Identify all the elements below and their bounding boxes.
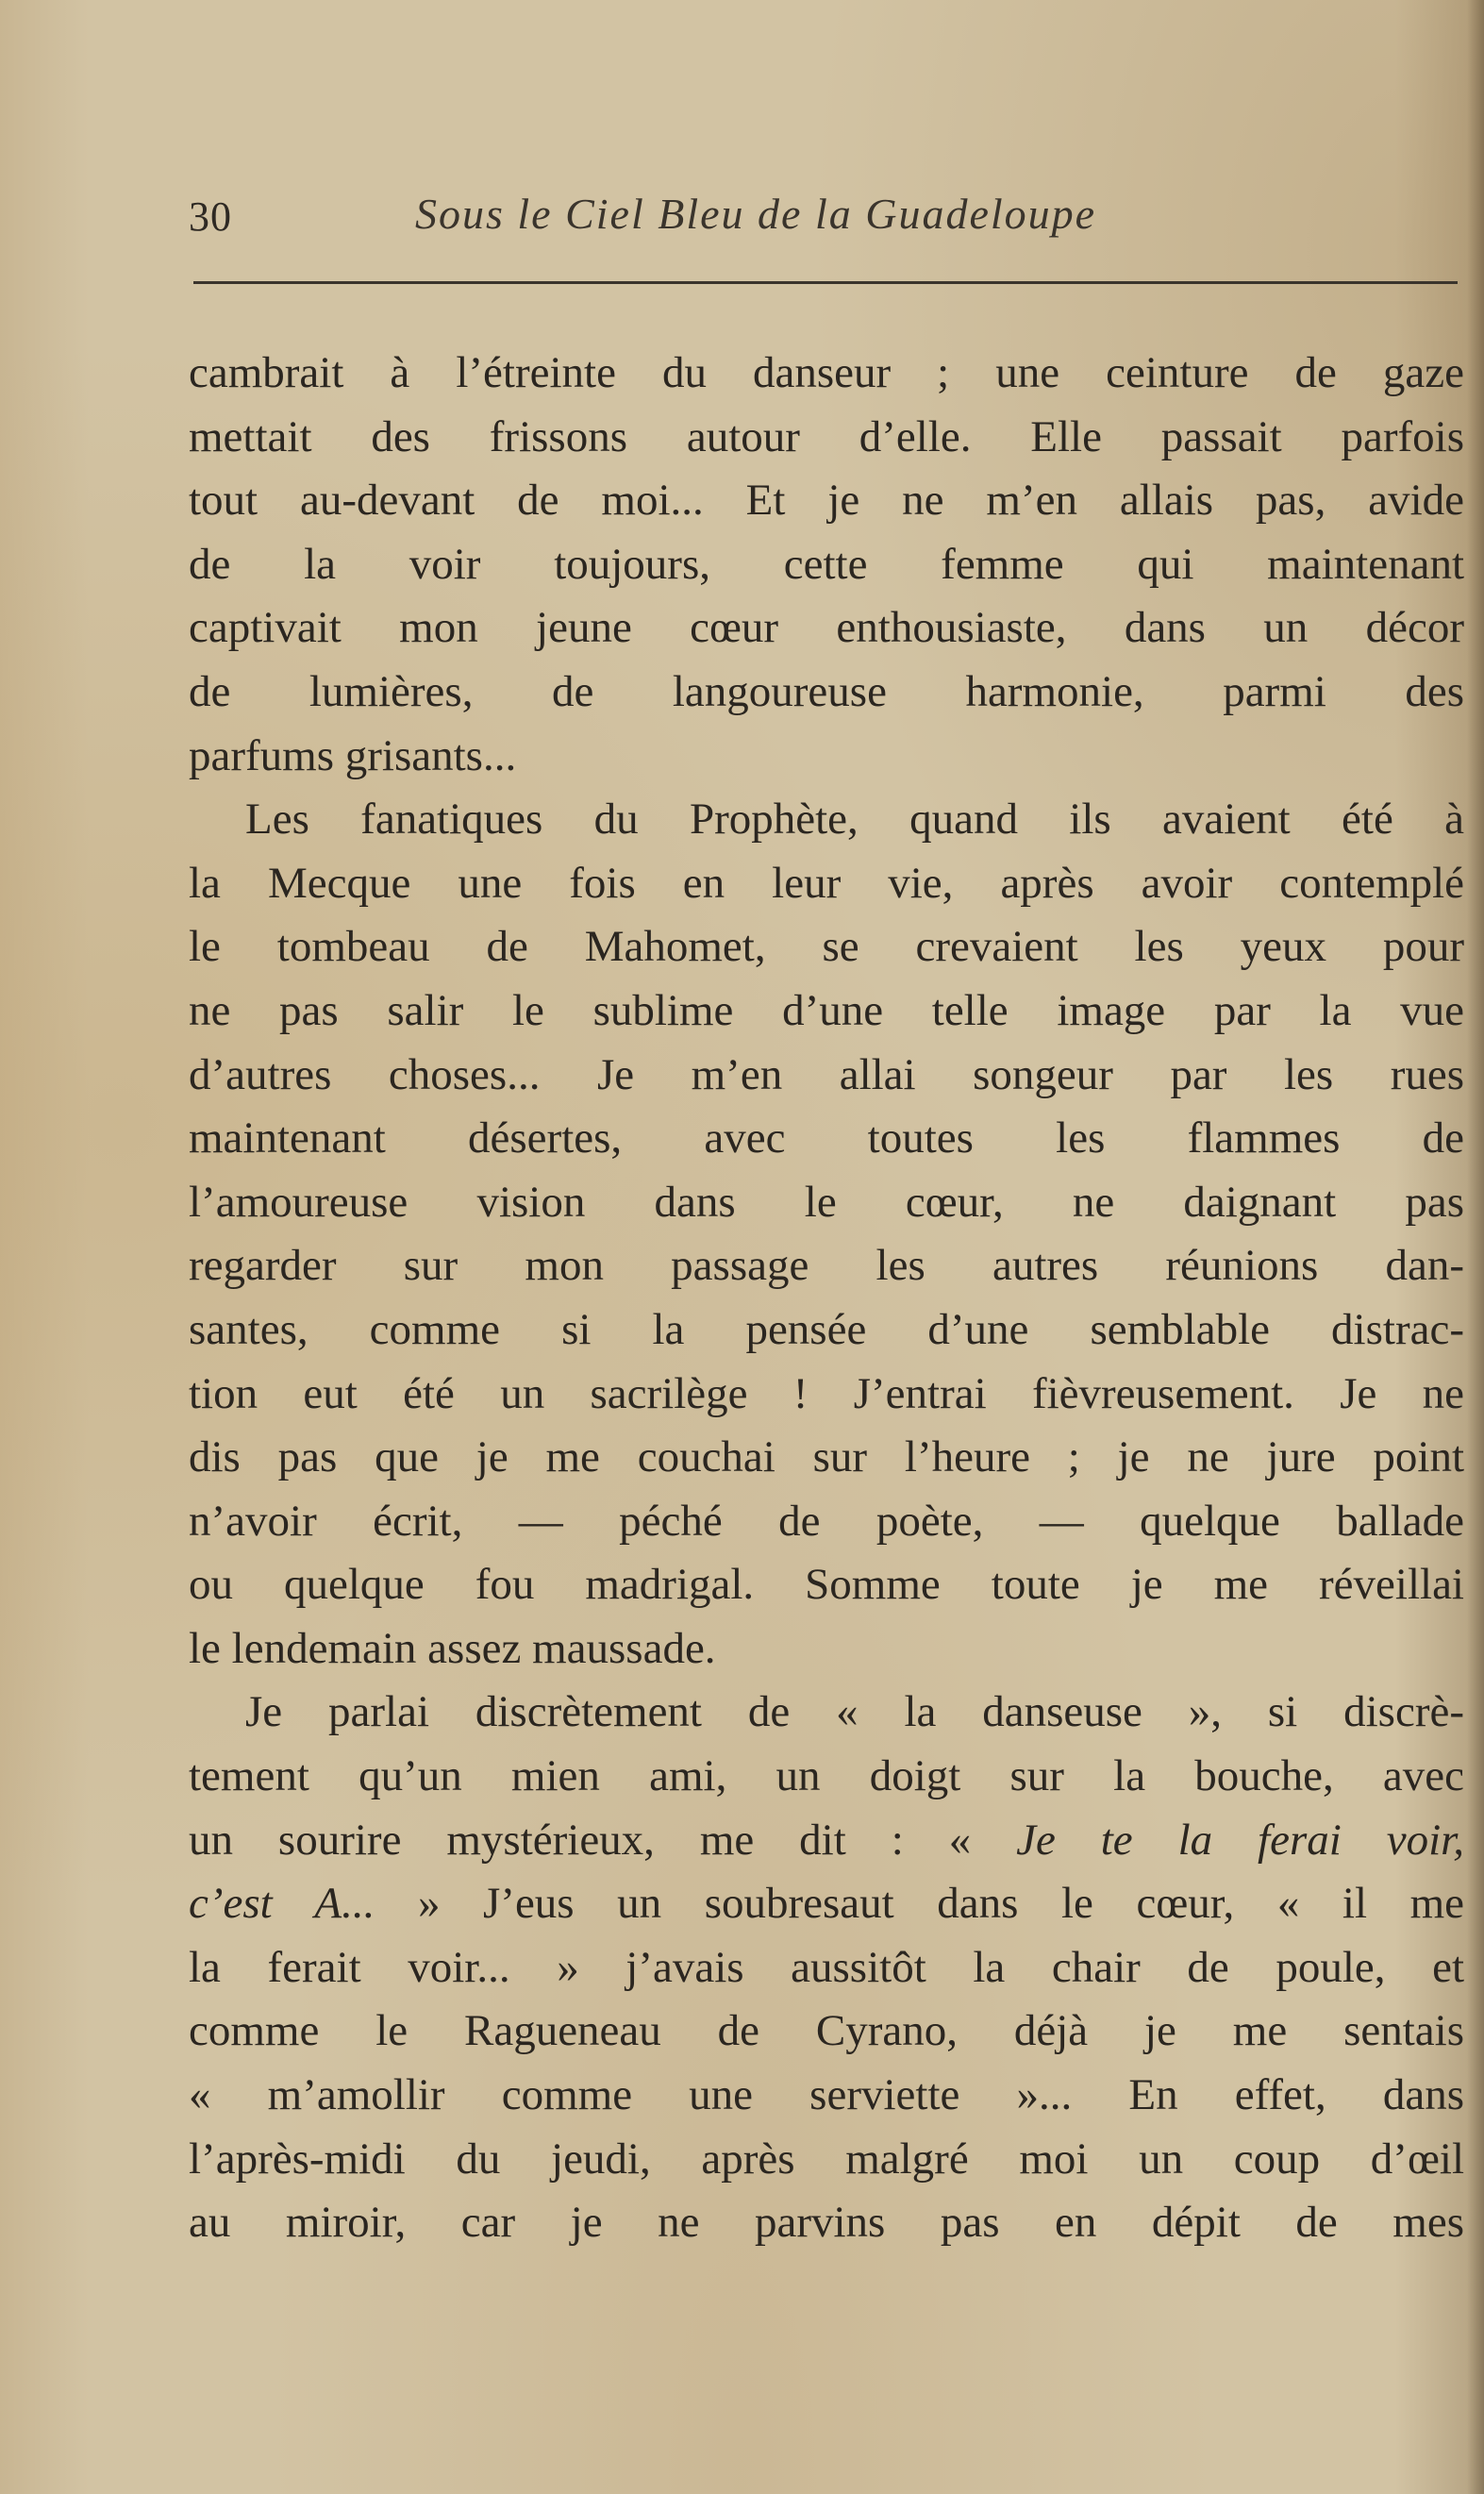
running-head xyxy=(189,185,1458,253)
italic-fragment: Je te la ferai voir, xyxy=(1016,1815,1464,1865)
text-line: « m’amollir comme une serviette »... En effet, dans xyxy=(189,2070,1464,2120)
text-line: le tombeau de Mahomet, se crevaient les yeux pour xyxy=(189,922,1464,972)
text-line: le lendemain assez maussade. xyxy=(189,1623,716,1673)
text-line: captivait mon jeune cœur enthousiaste, dans un décor xyxy=(189,603,1464,653)
running-title: Sous le Ciel Bleu de la Guadeloupe xyxy=(415,190,1097,238)
text-line: tion eut été un sacrilège ! J’entrai fièvreusement. Je ne xyxy=(189,1368,1464,1418)
body-text xyxy=(189,342,1464,2255)
text-line: tement qu’un mien ami, un doigt sur la bouche, avec xyxy=(189,1751,1464,1801)
text-line: la Mecque une fois en leur vie, après avoir contemplé xyxy=(189,858,1464,908)
text-line: ou quelque fou madrigal. Somme toute je me réveillai xyxy=(189,1560,1464,1610)
text-line xyxy=(189,1872,1464,1936)
text-line: regarder sur mon passage les autres réunions dan- xyxy=(189,1241,1464,1291)
text-line: tout au-devant de moi... Et je ne m’en allais pas, avide xyxy=(189,476,1464,526)
text-line: Je parlai discrètement de « la danseuse », si discrè- xyxy=(245,1687,1464,1737)
text-line: dis pas que je me couchai sur l’heure ; je ne jure point xyxy=(189,1432,1464,1482)
text-line: cambrait à l’étreinte du danseur ; une ceinture de gaze xyxy=(189,348,1464,397)
text-line: de la voir toujours, cette femme qui maintenant xyxy=(189,539,1464,589)
text-line: d’autres choses... Je m’en allai songeur par les rues xyxy=(189,1049,1464,1099)
text-line: la ferait voir... » j’avais aussitôt la chair de poule, et xyxy=(189,1942,1464,1992)
text-line: comme le Ragueneau de Cyrano, déjà je me sentais xyxy=(189,2006,1464,2056)
text-line: ne pas salir le sublime d’une telle image par la vue xyxy=(189,985,1464,1035)
page-number: 30 xyxy=(189,193,232,240)
text-line: Les fanatiques du Prophète, quand ils avaient été à xyxy=(245,795,1464,845)
text-line: mettait des frissons autour d’elle. Elle passait parfois xyxy=(189,411,1464,461)
header-rule xyxy=(193,281,1458,284)
text-line: n’avoir écrit, — péché de poète, — quelque ballade xyxy=(189,1496,1464,1546)
page-edge-shadow xyxy=(1467,0,1484,2494)
text-line: santes, comme si la pensée d’une semblable distrac- xyxy=(189,1304,1464,1354)
text-line: parfums grisants... xyxy=(189,730,517,780)
text-line: au miroir, car je ne parvins pas en dépit de mes xyxy=(189,2198,1464,2248)
text-fragment: un sourire mystérieux, me dit : « xyxy=(189,1815,1017,1865)
text-line xyxy=(189,1809,1464,1873)
text-fragment: » J’eus un soubresaut dans le cœur, « il me xyxy=(417,1879,1464,1929)
text-line: maintenant désertes, avec toutes les flammes de xyxy=(189,1113,1464,1163)
text-line: l’amoureuse vision dans le cœur, ne daignant pas xyxy=(189,1177,1464,1227)
italic-fragment: c’est A... xyxy=(189,1879,375,1929)
text-line: l’après-midi du jeudi, après malgré moi un coup d’œil xyxy=(189,2134,1464,2184)
text-line: de lumières, de langoureuse harmonie, parmi des xyxy=(189,666,1464,716)
